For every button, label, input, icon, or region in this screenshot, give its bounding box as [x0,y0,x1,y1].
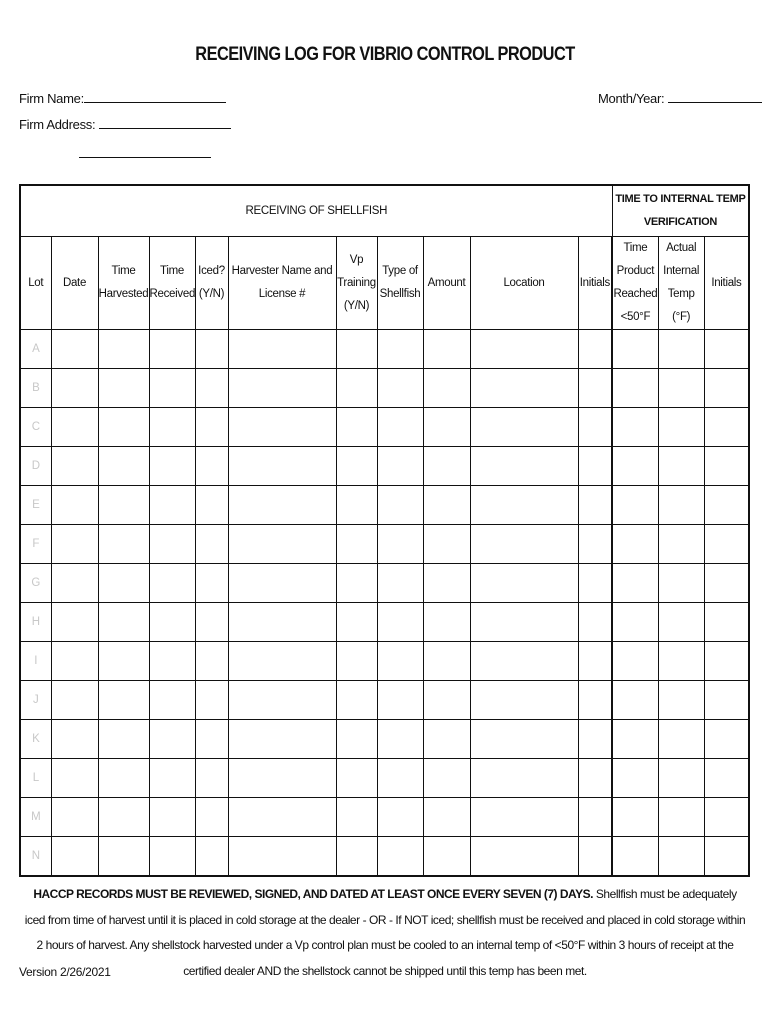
table-cell[interactable] [98,330,149,369]
version-label: Version 2/26/2021 [19,965,111,979]
log-body [20,330,749,877]
table-row [20,369,749,408]
table-cell[interactable] [612,369,658,408]
table-cell[interactable] [704,720,749,759]
firm-address-label: Firm Address: [19,117,96,132]
table-cell[interactable] [149,798,195,837]
firm-name-field[interactable] [84,90,226,103]
row-lot-label: E [20,486,51,525]
row-lot-label: B [20,369,51,408]
table-cell[interactable] [612,525,658,564]
table-cell[interactable] [470,486,578,525]
table-cell[interactable] [195,837,228,877]
table-cell[interactable] [658,486,704,525]
row-lot-label: J [20,681,51,720]
table-cell[interactable] [228,642,336,681]
table-cell[interactable] [149,603,195,642]
table-cell[interactable] [228,408,336,447]
group-header-row [20,185,749,237]
table-cell[interactable] [612,603,658,642]
table-cell[interactable] [51,486,98,525]
table-cell[interactable] [51,798,98,837]
col-initials-verification: Initials [704,237,749,330]
table-row [20,447,749,486]
table-cell[interactable] [578,837,612,877]
table-cell[interactable] [658,759,704,798]
table-cell[interactable] [51,564,98,603]
month-year-field[interactable] [668,90,762,103]
table-cell[interactable] [51,525,98,564]
col-iced: Iced? (Y/N) [195,237,228,330]
table-cell[interactable] [228,330,336,369]
table-cell[interactable] [470,837,578,877]
table-cell[interactable] [228,681,336,720]
month-year-line [598,90,762,106]
haccp-note-text: Shellfish must be adequately iced from time of harvest until it is placed in cold storage at the dealer - OR - If NOT iced; shellfish must be received and placed in cold storage within 2 hours of harvest. Any shellstock harvested under a Vp control plan must be cooled to an internal temp of <50°F within 3 hours of receipt at the certified dealer AND the shellstock cannot be shipped until this temp has been met. [24,887,746,978]
table-cell[interactable] [423,447,470,486]
table-cell[interactable] [195,525,228,564]
table-cell[interactable] [228,759,336,798]
row-lot-label: N [20,837,51,877]
haccp-note [24,882,746,984]
table-row [20,525,749,564]
table-cell[interactable] [336,447,377,486]
table-cell[interactable] [195,798,228,837]
table-cell[interactable] [228,603,336,642]
table-cell[interactable] [336,486,377,525]
table-cell[interactable] [98,447,149,486]
row-lot-label: K [20,720,51,759]
col-initials: Initials [578,237,612,330]
page-title: RECEIVING LOG FOR VIBRIO CONTROL PRODUCT [195,44,575,65]
table-cell[interactable] [658,642,704,681]
table-cell[interactable] [336,369,377,408]
table-cell[interactable] [336,330,377,369]
table-cell[interactable] [612,642,658,681]
table-cell[interactable] [578,447,612,486]
column-header-row [20,237,749,330]
table-cell[interactable] [470,447,578,486]
table-cell[interactable] [470,642,578,681]
table-cell[interactable] [98,720,149,759]
table-cell[interactable] [377,798,423,837]
table-cell[interactable] [228,720,336,759]
col-location: Location [470,237,578,330]
table-cell[interactable] [336,798,377,837]
table-row [20,408,749,447]
col-vp-training: Vp Training (Y/N) [336,237,377,330]
table-cell[interactable] [578,408,612,447]
table-cell[interactable] [470,603,578,642]
table-cell[interactable] [658,603,704,642]
table-cell[interactable] [704,447,749,486]
table-cell[interactable] [612,759,658,798]
table-cell[interactable] [98,642,149,681]
row-lot-label: A [20,330,51,369]
table-cell[interactable] [578,525,612,564]
table-cell[interactable] [98,408,149,447]
table-cell[interactable] [704,837,749,877]
table-cell[interactable] [470,408,578,447]
row-lot-label: H [20,603,51,642]
table-cell[interactable] [51,720,98,759]
table-cell[interactable] [149,642,195,681]
table-cell[interactable] [377,681,423,720]
table-cell[interactable] [377,759,423,798]
table-cell[interactable] [195,720,228,759]
table-cell[interactable] [658,681,704,720]
table-cell[interactable] [704,603,749,642]
table-cell[interactable] [704,408,749,447]
table-cell[interactable] [228,564,336,603]
table-cell[interactable] [704,798,749,837]
table-cell[interactable] [704,759,749,798]
row-lot-label: G [20,564,51,603]
table-cell[interactable] [612,681,658,720]
table-cell[interactable] [51,408,98,447]
table-cell[interactable] [336,837,377,877]
table-cell[interactable] [423,525,470,564]
table-cell[interactable] [578,681,612,720]
table-cell[interactable] [228,837,336,877]
table-cell[interactable] [149,681,195,720]
table-cell[interactable] [470,759,578,798]
table-cell[interactable] [578,564,612,603]
table-cell[interactable] [578,642,612,681]
col-harvester: Harvester Name and License # [228,237,336,330]
table-cell[interactable] [51,837,98,877]
table-cell[interactable] [195,486,228,525]
table-cell[interactable] [612,486,658,525]
table-cell[interactable] [377,720,423,759]
table-cell[interactable] [377,525,423,564]
table-cell[interactable] [658,525,704,564]
table-cell[interactable] [336,720,377,759]
table-cell[interactable] [195,447,228,486]
row-lot-label: F [20,525,51,564]
table-cell[interactable] [228,486,336,525]
col-time-harvested: Time Harvested [98,237,149,330]
firm-name-line [19,90,226,106]
table-cell[interactable] [423,408,470,447]
table-cell[interactable] [423,681,470,720]
table-cell[interactable] [98,486,149,525]
table-cell[interactable] [658,369,704,408]
table-cell[interactable] [470,525,578,564]
table-row [20,681,749,720]
table-cell[interactable] [336,564,377,603]
table-cell[interactable] [51,330,98,369]
table-row [20,603,749,642]
table-row [20,837,749,877]
firm-address-line [19,116,231,132]
table-cell[interactable] [98,603,149,642]
table-cell[interactable] [377,447,423,486]
table-cell[interactable] [377,408,423,447]
firm-address-field[interactable] [99,116,231,129]
firm-address-field-2[interactable] [79,145,211,158]
col-amount: Amount [423,237,470,330]
table-cell[interactable] [470,564,578,603]
firm-address-line-2 [79,145,211,161]
table-cell[interactable] [704,564,749,603]
table-cell[interactable] [195,759,228,798]
table-cell[interactable] [51,759,98,798]
table-cell[interactable] [423,603,470,642]
table-cell[interactable] [98,759,149,798]
table-cell[interactable] [149,330,195,369]
table-cell[interactable] [423,564,470,603]
table-cell[interactable] [423,369,470,408]
table-cell[interactable] [704,330,749,369]
table-cell[interactable] [228,798,336,837]
table-cell[interactable] [195,642,228,681]
table-cell[interactable] [195,408,228,447]
table-cell[interactable] [658,837,704,877]
table-cell[interactable] [658,447,704,486]
col-time-received: Time Received [149,237,195,330]
table-cell[interactable] [612,720,658,759]
table-cell[interactable] [704,525,749,564]
table-cell[interactable] [423,759,470,798]
table-cell[interactable] [98,564,149,603]
table-cell[interactable] [51,447,98,486]
table-cell[interactable] [98,681,149,720]
table-cell[interactable] [470,681,578,720]
table-cell[interactable] [51,603,98,642]
table-cell[interactable] [377,603,423,642]
table-cell[interactable] [336,681,377,720]
table-cell[interactable] [612,330,658,369]
table-cell[interactable] [195,564,228,603]
table-cell[interactable] [377,486,423,525]
table-cell[interactable] [578,720,612,759]
table-cell[interactable] [704,369,749,408]
table-row [20,486,749,525]
table-cell[interactable] [704,642,749,681]
table-cell[interactable] [149,408,195,447]
table-cell[interactable] [377,642,423,681]
row-lot-label: C [20,408,51,447]
table-cell[interactable] [336,603,377,642]
table-cell[interactable] [423,330,470,369]
table-cell[interactable] [228,525,336,564]
table-cell[interactable] [658,330,704,369]
table-cell[interactable] [195,603,228,642]
table-cell[interactable] [149,486,195,525]
table-cell[interactable] [704,486,749,525]
table-cell[interactable] [228,369,336,408]
col-lot: Lot [20,237,51,330]
table-cell[interactable] [578,603,612,642]
table-cell[interactable] [578,486,612,525]
table-cell[interactable] [377,330,423,369]
table-cell[interactable] [228,447,336,486]
table-cell[interactable] [336,408,377,447]
table-cell[interactable] [423,837,470,877]
table-cell[interactable] [423,486,470,525]
table-cell[interactable] [612,564,658,603]
table-cell[interactable] [658,720,704,759]
table-cell[interactable] [195,681,228,720]
table-cell[interactable] [423,798,470,837]
table-cell[interactable] [470,369,578,408]
table-cell[interactable] [658,564,704,603]
table-cell[interactable] [423,720,470,759]
table-cell[interactable] [149,720,195,759]
table-cell[interactable] [98,798,149,837]
table-cell[interactable] [612,798,658,837]
col-type-shellfish: Type of Shellfish [377,237,423,330]
row-lot-label: I [20,642,51,681]
table-cell[interactable] [195,330,228,369]
table-cell[interactable] [578,798,612,837]
row-lot-label: D [20,447,51,486]
table-cell[interactable] [470,720,578,759]
col-actual-temp: Actual Internal Temp (°F) [658,237,704,330]
table-cell[interactable] [336,759,377,798]
table-cell[interactable] [658,408,704,447]
receiving-log-table [19,184,750,877]
receiving-group-header: RECEIVING OF SHELLFISH [20,185,612,237]
table-cell[interactable] [377,564,423,603]
table-cell[interactable] [149,564,195,603]
table-row [20,330,749,369]
row-lot-label: L [20,759,51,798]
table-cell[interactable] [149,525,195,564]
table-cell[interactable] [423,642,470,681]
table-cell[interactable] [578,369,612,408]
table-cell[interactable] [470,330,578,369]
table-cell[interactable] [612,408,658,447]
table-cell[interactable] [149,759,195,798]
table-cell[interactable] [195,369,228,408]
temp-verification-group-header: TIME TO INTERNAL TEMP VERIFICATION [612,185,749,237]
col-time-product-reached: Time Product Reached <50°F [612,237,658,330]
table-cell[interactable] [336,525,377,564]
table-cell[interactable] [658,798,704,837]
table-cell[interactable] [149,447,195,486]
table-row [20,564,749,603]
table-cell[interactable] [612,837,658,877]
col-date: Date [51,237,98,330]
table-row [20,642,749,681]
table-cell[interactable] [51,681,98,720]
table-row [20,720,749,759]
table-row [20,798,749,837]
table-cell[interactable] [377,837,423,877]
table-cell[interactable] [98,369,149,408]
table-cell[interactable] [336,642,377,681]
month-year-label: Month/Year: [598,91,665,106]
table-cell[interactable] [470,798,578,837]
table-cell[interactable] [149,837,195,877]
row-lot-label: M [20,798,51,837]
firm-name-label: Firm Name: [19,91,84,106]
table-cell[interactable] [704,681,749,720]
table-cell[interactable] [98,837,149,877]
table-cell[interactable] [51,369,98,408]
table-cell[interactable] [578,330,612,369]
table-cell[interactable] [51,642,98,681]
table-cell[interactable] [377,369,423,408]
haccp-note-bold: HACCP RECORDS MUST BE REVIEWED, SIGNED, AND DATED AT LEAST ONCE EVERY SEVEN (7) DAYS. [33,887,593,901]
table-cell[interactable] [98,525,149,564]
table-cell[interactable] [578,759,612,798]
table-row [20,759,749,798]
table-cell[interactable] [612,447,658,486]
table-cell[interactable] [149,369,195,408]
